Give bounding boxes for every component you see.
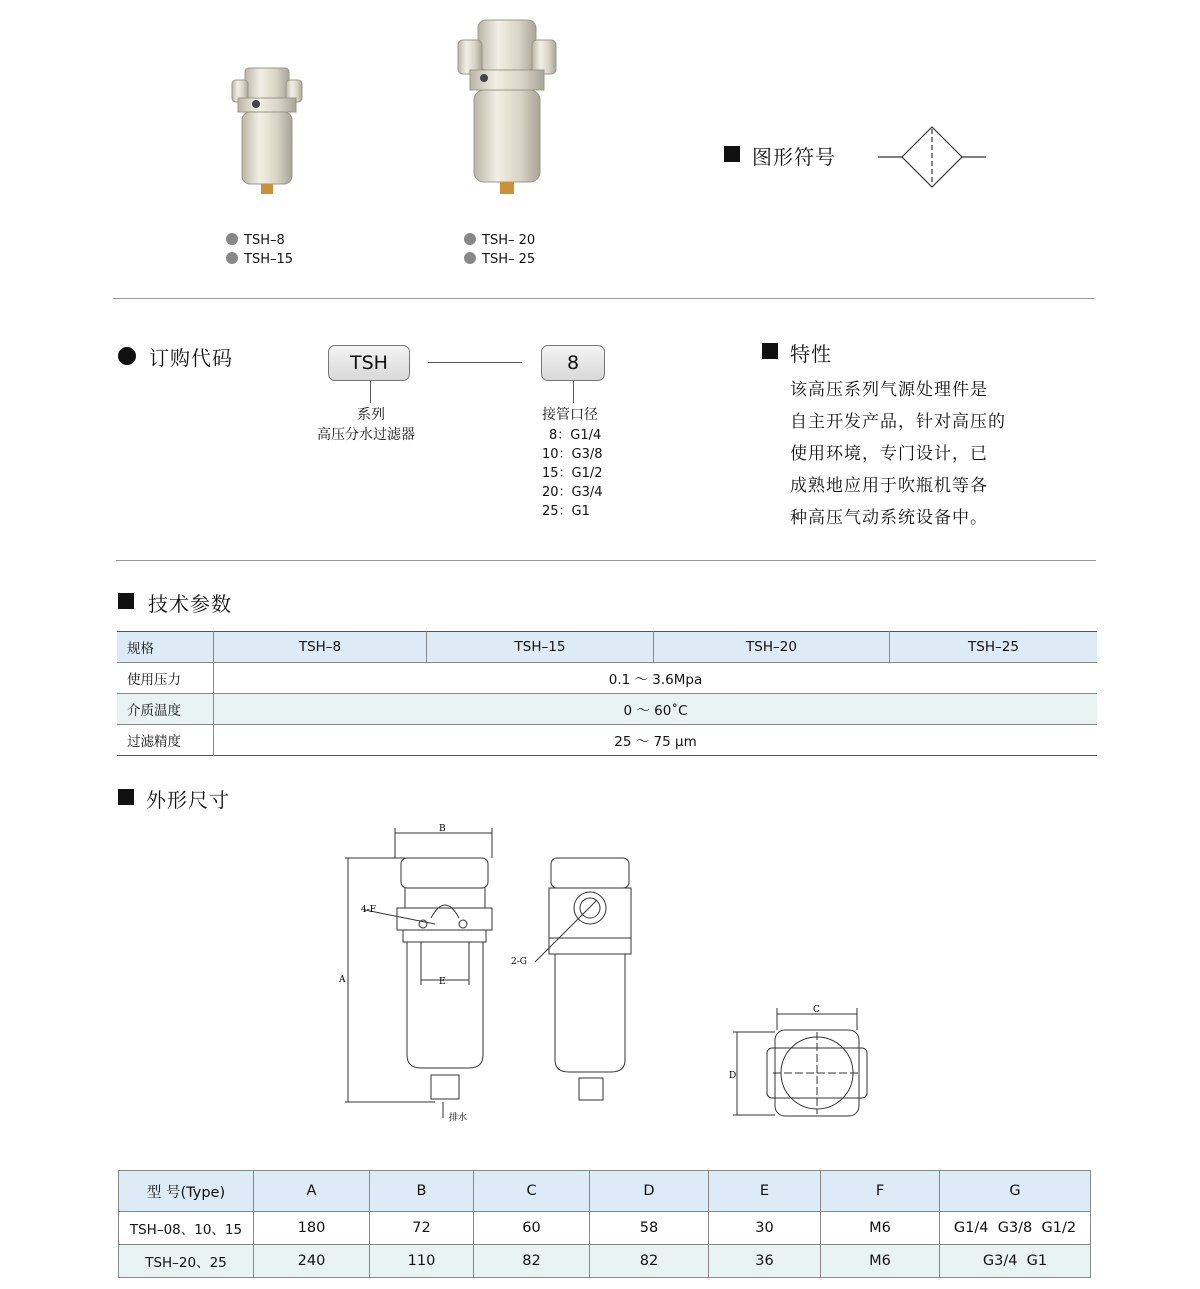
table-header-cell: B xyxy=(370,1171,474,1212)
table-cell: 82 xyxy=(590,1245,709,1278)
row-value: 0.1 ～ 3.6Mpa xyxy=(214,663,1098,694)
table-cell: 72 xyxy=(370,1212,474,1245)
front-view-drawing xyxy=(335,820,500,1130)
table-cell: G3/4 G1 xyxy=(940,1245,1091,1278)
port-option: 15：G1/2 xyxy=(542,466,603,481)
divider xyxy=(113,298,1094,299)
feature-line: 成熟地应用于吹瓶机等各 xyxy=(790,476,988,496)
row-label: 介质温度 xyxy=(117,694,214,725)
dimensions-title: 外形尺寸 xyxy=(146,788,230,812)
bullet-icon xyxy=(464,233,476,245)
row-value: 0 ～ 60˚C xyxy=(214,694,1098,725)
series-description: 高压分水过滤器 xyxy=(317,427,415,443)
dim-label-e: E xyxy=(439,977,446,987)
symbol-title: 图形符号 xyxy=(752,145,836,169)
top-view-drawing xyxy=(725,1000,875,1125)
section-marker-icon xyxy=(118,789,134,805)
port-options xyxy=(542,426,603,521)
table-row xyxy=(119,1245,1091,1278)
port-option: 25：G1 xyxy=(542,504,590,519)
port-option: 8：G1/4 xyxy=(549,428,602,443)
table-row xyxy=(117,725,1097,756)
section-marker-icon xyxy=(118,593,134,609)
table-cell: 60 xyxy=(474,1212,590,1245)
table-header-cell: G xyxy=(940,1171,1091,1212)
table-cell: 180 xyxy=(254,1212,370,1245)
table-cell: 240 xyxy=(254,1245,370,1278)
table-header-cell: 规格 xyxy=(127,641,154,657)
section-bullet-icon xyxy=(118,347,136,365)
port-option: 20：G3/4 xyxy=(542,485,603,500)
table-header-cell: TSH–20 xyxy=(654,632,890,663)
table-cell: 36 xyxy=(709,1245,821,1278)
table-header-cell: A xyxy=(254,1171,370,1212)
table-header-cell: D xyxy=(590,1171,709,1212)
table-row xyxy=(119,1212,1091,1245)
dimensions-table xyxy=(118,1170,1091,1278)
table-cell: TSH–20、25 xyxy=(119,1245,254,1278)
dim-label-f: 4-F xyxy=(361,905,377,915)
table-cell: 58 xyxy=(590,1212,709,1245)
feature-line: 使用环境，专门设计，已 xyxy=(790,444,988,464)
dim-label-d: D xyxy=(729,1071,737,1081)
bullet-icon xyxy=(226,233,238,245)
table-cell: M6 xyxy=(821,1212,940,1245)
feature-line: 种高压气动系统设备中。 xyxy=(790,508,988,528)
port-leader-line xyxy=(573,381,574,403)
table-cell: G1/4 G3/8 G1/2 xyxy=(940,1212,1091,1245)
table-cell: 110 xyxy=(370,1245,474,1278)
row-label: 过滤精度 xyxy=(117,725,214,756)
dim-label-a: A xyxy=(339,975,346,985)
port-label: 接管口径 xyxy=(542,407,598,423)
dim-label-c: C xyxy=(813,1005,820,1015)
order-code-series-box: TSH xyxy=(328,345,410,381)
table-row xyxy=(117,694,1097,725)
legend-small xyxy=(226,231,293,269)
tech-title: 技术参数 xyxy=(148,592,232,616)
table-cell: TSH–08、10、15 xyxy=(119,1212,254,1245)
bullet-icon xyxy=(464,252,476,264)
row-label: 使用压力 xyxy=(117,663,214,694)
divider xyxy=(116,560,1096,561)
series-leader-line xyxy=(370,381,371,403)
legend-item: TSH– 20 xyxy=(464,231,535,250)
legend-item: TSH– 25 xyxy=(464,250,535,269)
series-label: 系列 xyxy=(357,407,385,423)
table-cell: 30 xyxy=(709,1212,821,1245)
side-view-drawing xyxy=(505,850,645,1110)
port-option: 10：G3/8 xyxy=(542,447,603,462)
table-header-cell: TSH–8 xyxy=(214,632,427,663)
legend-item: TSH–15 xyxy=(226,250,293,269)
order-code-port-box: 8 xyxy=(541,345,605,381)
table-header-row xyxy=(117,632,1097,663)
table-row xyxy=(117,663,1097,694)
section-marker-icon xyxy=(724,146,740,162)
order-code-connector xyxy=(428,362,522,363)
tech-params-table xyxy=(117,631,1097,756)
table-header-cell: C xyxy=(474,1171,590,1212)
legend-item: TSH–8 xyxy=(226,231,293,250)
bullet-icon xyxy=(226,252,238,264)
table-header-cell: E xyxy=(709,1171,821,1212)
feature-line: 该高压系列气源处理件是 xyxy=(790,380,988,400)
product-image-small xyxy=(222,62,312,202)
table-cell: 82 xyxy=(474,1245,590,1278)
table-cell: M6 xyxy=(821,1245,940,1278)
features-text xyxy=(790,374,1006,534)
drain-label: 排水 xyxy=(449,1113,468,1123)
dim-label-g: 2-G xyxy=(511,957,527,967)
legend-large xyxy=(464,231,535,269)
table-header-cell: 型 号(Type) xyxy=(119,1171,254,1212)
dim-label-b: B xyxy=(439,824,446,834)
feature-line: 自主开发产品，针对高压的 xyxy=(790,412,1006,432)
table-header-cell: F xyxy=(821,1171,940,1212)
order-title: 订购代码 xyxy=(149,346,233,370)
table-header-cell: TSH–15 xyxy=(427,632,654,663)
table-header-row xyxy=(119,1171,1091,1212)
product-image-large xyxy=(452,18,562,196)
table-header-cell: TSH–25 xyxy=(890,632,1098,663)
features-title: 特性 xyxy=(790,342,832,366)
section-marker-icon xyxy=(762,343,778,359)
filter-symbol-icon xyxy=(876,124,988,190)
row-value: 25 ～ 75 μm xyxy=(214,725,1098,756)
